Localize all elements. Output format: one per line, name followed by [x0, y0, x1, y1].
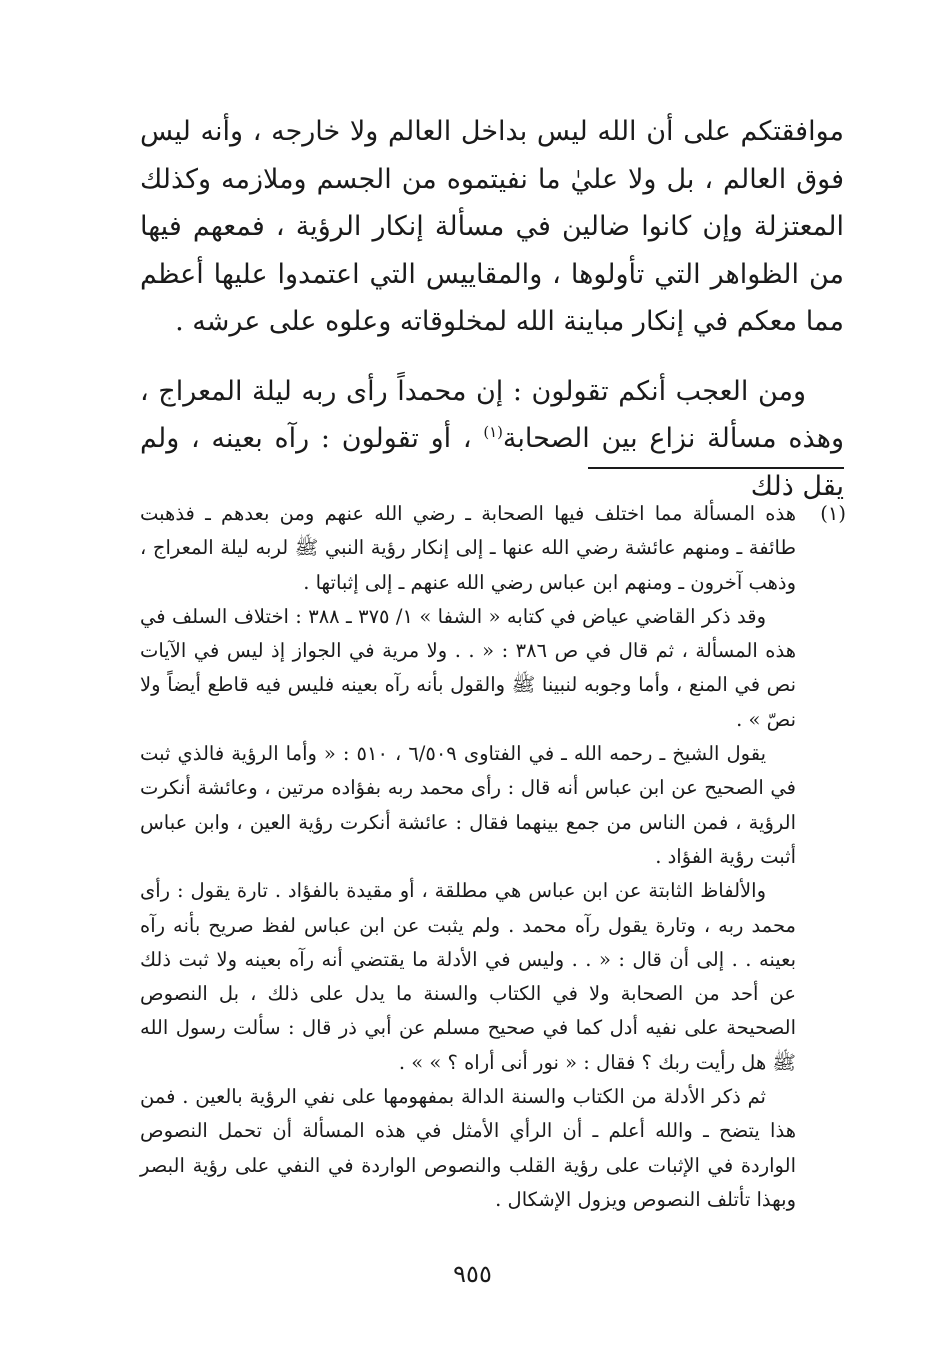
paragraph-2-text-start: ومن العجب أنكم تقولون : إن محمداً رأى ربه ليلة المعراج ، وهذه مسألة نزاع بين الصحابة: [140, 375, 844, 454]
footnote-reference-marker: (١): [483, 423, 503, 441]
paragraph-2-text-end: ، أو تقولون : رآه بعينه ، ولم يقل ذلك: [140, 423, 844, 502]
footnote-paragraph: والألفاظ الثابتة عن ابن عباس هي مطلقة ، أو مقيدة بالفؤاد . تارة يقول : رأى محمد ربه ، وتارة يقول رآه محمد . ولم يثبت عن ابن عباس لفظ صريح بأنه رآه بعينه . . إلى أن قال : « . . وليس في الأدلة ما يقتضي أنه رآه بعينه ولا ثبت ذلك عن أحد من الصحابة ولا في الكتاب والسنة ما يدل على ذلك ، بل النصوص الصحيحة على نفيه أدل كما في صحيح مسلم عن أبي ذر قال : سألت رسول الله ﷺ هل رأيت ربك ؟ فقال : « نور أنى أراه ؟ » » .: [140, 879, 796, 1074]
main-paragraph-2: [140, 368, 844, 511]
footnote-paragraph: وقد ذكر القاضي عياض في كتابه « الشفا » ١/ ٣٧٥ ـ ٣٨٨ : اختلاف السلف في هذه المسألة ، ثم قال في ص ٣٨٦ : « . . ولا مرية في الجواز إذ ليس في الآيات نص في المنع ، وأما وجوبه لنبينا ﷺ والقول بأنه رآه بعينه فليس فيه قاطع أيضاً ولا نصّ » .: [140, 604, 796, 731]
main-text: [140, 108, 844, 510]
footnote-body: [140, 497, 796, 1217]
footnote-paragraph: يقول الشيخ ـ رحمه الله ـ في الفتاوى ٦/٥٠٩ ، ٥١٠ : « وأما الرؤية فالذي ثبت في الصحيح عن ابن عباس أنه قال : رأى محمد ربه بفؤاده مرتين ، وعائشة أنكرت الرؤية ، فمن الناس من جمع بينهما فقال : عائشة أنكرت رؤية العين ، وابن عباس أثبت رؤية الفؤاد .: [140, 742, 796, 868]
footnote-number: (١): [820, 502, 846, 525]
footnote-paragraph: هذه المسألة مما اختلف فيها الصحابة ـ رضي الله عنهم ومن بعدهم ـ فذهبت طائفة ـ ومنهم عائشة رضي الله عنها ـ إلى إنكار رؤية النبي ﷺ لربه ليلة المعراج ، وذهب آخرون ـ ومنهم ابن عباس رضي الله عنهم ـ إلى إثباتها .: [140, 502, 796, 594]
footnotes: [140, 497, 846, 1217]
main-paragraph-1: موافقتكم على أن الله ليس بداخل العالم ولا خارجه ، وأنه ليس فوق العالم ، بل ولا عليٰ ما نفيتموه من الجسم وملازمه وكذلك المعتزلة وإن كانوا ضالين في مسألة إنكار الرؤية ، فمعهم فيها من الظواهر التي تأولوها ، والمقاييس التي اعتمدوا عليها أعظم مما معكم في إنكار مباينة الله لمخلوقاته وعلوه على عرشه .: [140, 116, 844, 337]
footnote-separator: [588, 467, 844, 469]
footnote-1: [140, 497, 846, 1217]
page-number: ٩٥٥: [453, 1260, 492, 1288]
footnote-paragraph: ثم ذكر الأدلة من الكتاب والسنة الدالة بمفهومها على نفي الرؤية بالعين . فمن هذا يتضح ـ والله أعلم ـ أن الرأي الأمثل في هذه المسألة أن تحمل النصوص الواردة في الإثبات على رؤية القلب والنصوص الواردة في النفي على رؤية البصر وبهذا تأتلف النصوص ويزول الإشكال .: [140, 1085, 796, 1211]
